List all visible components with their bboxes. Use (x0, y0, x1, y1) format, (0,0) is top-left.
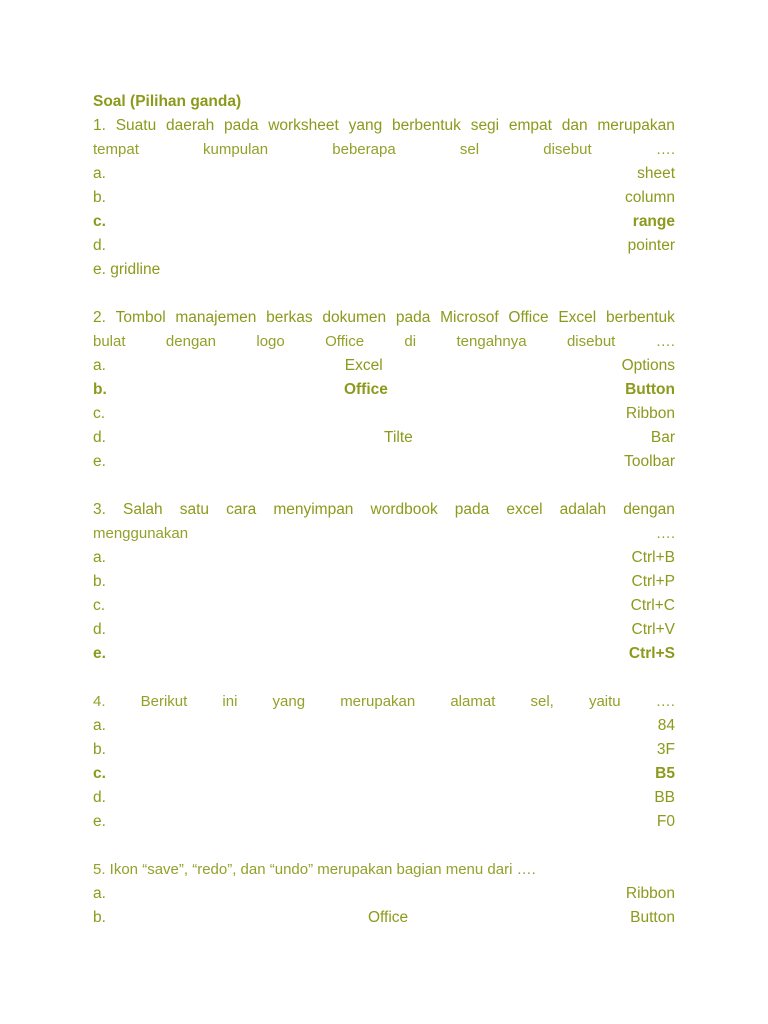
q1-option-b (93, 186, 675, 210)
word: yang (348, 117, 383, 134)
question-3-text-cont (93, 522, 675, 546)
word: 1. (93, 117, 106, 134)
word: 3. (93, 501, 106, 518)
q2-option-b-correct (93, 378, 675, 402)
word: Suatu (115, 117, 157, 134)
word: sel, (530, 693, 554, 710)
word: sel (459, 141, 480, 158)
word: Office (325, 333, 365, 350)
option-text: Office (367, 909, 409, 926)
option-text: Ctrl+P (631, 573, 675, 590)
q3-option-c (93, 594, 675, 618)
option-text: BB (654, 789, 675, 806)
word: bulat (93, 333, 126, 350)
question-2-text-cont (93, 330, 675, 354)
word: Microsof (440, 309, 499, 326)
option-letter: b. (93, 909, 106, 926)
option-letter: a. (93, 549, 106, 566)
word: cara (226, 501, 257, 518)
option-text: Ctrl+V (631, 621, 675, 638)
word: pada (395, 309, 431, 326)
option-text: Ctrl+C (630, 597, 675, 614)
q5-option-b (93, 906, 675, 930)
word: dengan (623, 501, 675, 518)
option-letter: b. (93, 573, 106, 590)
word: 4. (93, 693, 106, 710)
q2-option-a (93, 354, 675, 378)
word: …. (655, 333, 675, 350)
q3-option-e-correct (93, 642, 675, 666)
option-text: Ctrl+B (631, 549, 675, 566)
q1-option-e: e. gridline (93, 261, 161, 278)
word: merupakan (597, 117, 675, 134)
q4-option-e (93, 810, 675, 834)
word: dokumen (322, 309, 387, 326)
q2-option-c (93, 402, 675, 426)
option-letter: c. (93, 213, 106, 230)
option-text: Options (621, 357, 675, 374)
option-text: Toolbar (624, 453, 675, 470)
q4-option-d (93, 786, 675, 810)
word: tempat (93, 141, 139, 158)
word: menggunakan (93, 525, 189, 542)
option-text: pointer (627, 237, 675, 254)
option-text: range (632, 213, 675, 230)
option-letter: b. (93, 381, 107, 398)
word: …. (655, 525, 675, 542)
word: pada (223, 117, 259, 134)
q4-option-a (93, 714, 675, 738)
word: disebut (543, 141, 592, 158)
word: menyimpan (273, 501, 354, 518)
word: Office (508, 309, 549, 326)
option-letter: d. (93, 621, 106, 638)
question-3-text (93, 498, 675, 522)
word: beberapa (332, 141, 396, 158)
word: ini (222, 693, 238, 710)
document-body (93, 90, 675, 930)
option-text: column (625, 189, 675, 206)
word: empat (508, 117, 552, 134)
option-text: Excel (344, 357, 383, 374)
word: Berikut (140, 693, 188, 710)
word: yang (272, 693, 306, 710)
word: adalah (559, 501, 607, 518)
word: yaitu (588, 693, 621, 710)
option-letter: e. (93, 813, 106, 830)
word: pada (454, 501, 490, 518)
q2-option-d (93, 426, 675, 450)
word: alamat (450, 693, 496, 710)
option-text: 3F (656, 741, 675, 758)
word: …. (655, 693, 675, 710)
option-letter: a. (93, 165, 106, 182)
option-text: Ribbon (625, 405, 675, 422)
word: daerah (165, 117, 215, 134)
word: kumpulan (203, 141, 269, 158)
option-letter: a. (93, 357, 106, 374)
option-letter: e. (93, 453, 106, 470)
q3-option-d (93, 618, 675, 642)
q4-option-c-correct (93, 762, 675, 786)
q3-option-b (93, 570, 675, 594)
option-text: B5 (655, 765, 675, 782)
option-letter: b. (93, 741, 106, 758)
q3-option-a (93, 546, 675, 570)
word: dengan (165, 333, 216, 350)
question-4-text (93, 690, 675, 714)
word: …. (655, 141, 675, 158)
word: berbentuk (391, 117, 461, 134)
word: berkas (266, 309, 313, 326)
word: manajemen (175, 309, 257, 326)
word: di (404, 333, 417, 350)
option-letter: d. (93, 429, 106, 446)
q4-option-b (93, 738, 675, 762)
q5-option-a (93, 882, 675, 906)
word: Salah (123, 501, 163, 518)
q2-option-e (93, 450, 675, 474)
word: wordbook (370, 501, 438, 518)
question-2-text (93, 306, 675, 330)
q1-option-c-correct (93, 210, 675, 234)
option-text: Ctrl+S (628, 645, 675, 662)
option-letter: d. (93, 789, 106, 806)
word: dan (561, 117, 588, 134)
option-letter: c. (93, 405, 106, 422)
word: disebut (566, 333, 616, 350)
question-1-text-cont (93, 138, 675, 162)
option-letter: b. (93, 189, 106, 206)
q1-option-a (93, 162, 675, 186)
page-title: Soal (Pilihan ganda) (93, 93, 242, 110)
option-letter: a. (93, 717, 106, 734)
option-text: sheet (637, 165, 675, 182)
word: logo (256, 333, 285, 350)
word: Tombol (115, 309, 166, 326)
option-text: Office (343, 381, 388, 398)
option-letter: d. (93, 237, 106, 254)
word: berbentuk (605, 309, 675, 326)
question-5-text: 5. Ikon “save”, “redo”, dan “undo” merupakan bagian menu dari …. (93, 861, 536, 878)
word: merupakan (340, 693, 416, 710)
word: satu (179, 501, 210, 518)
word: 2. (93, 309, 106, 326)
option-text: Button (630, 909, 675, 926)
word: tengahnya (456, 333, 527, 350)
word: Excel (558, 309, 597, 326)
option-letter: c. (93, 597, 106, 614)
option-text: F0 (656, 813, 675, 830)
word: worksheet (268, 117, 339, 134)
option-text: Bar (650, 429, 675, 446)
q1-option-d (93, 234, 675, 258)
option-text: Tilte (384, 429, 413, 446)
option-letter: a. (93, 885, 106, 902)
option-text: 84 (657, 717, 675, 734)
word: excel (506, 501, 543, 518)
word: segi (470, 117, 500, 134)
option-text: Button (625, 381, 675, 398)
option-letter: e. (93, 645, 106, 662)
option-letter: c. (93, 765, 106, 782)
option-text: Ribbon (625, 885, 675, 902)
question-1-text (93, 114, 675, 138)
